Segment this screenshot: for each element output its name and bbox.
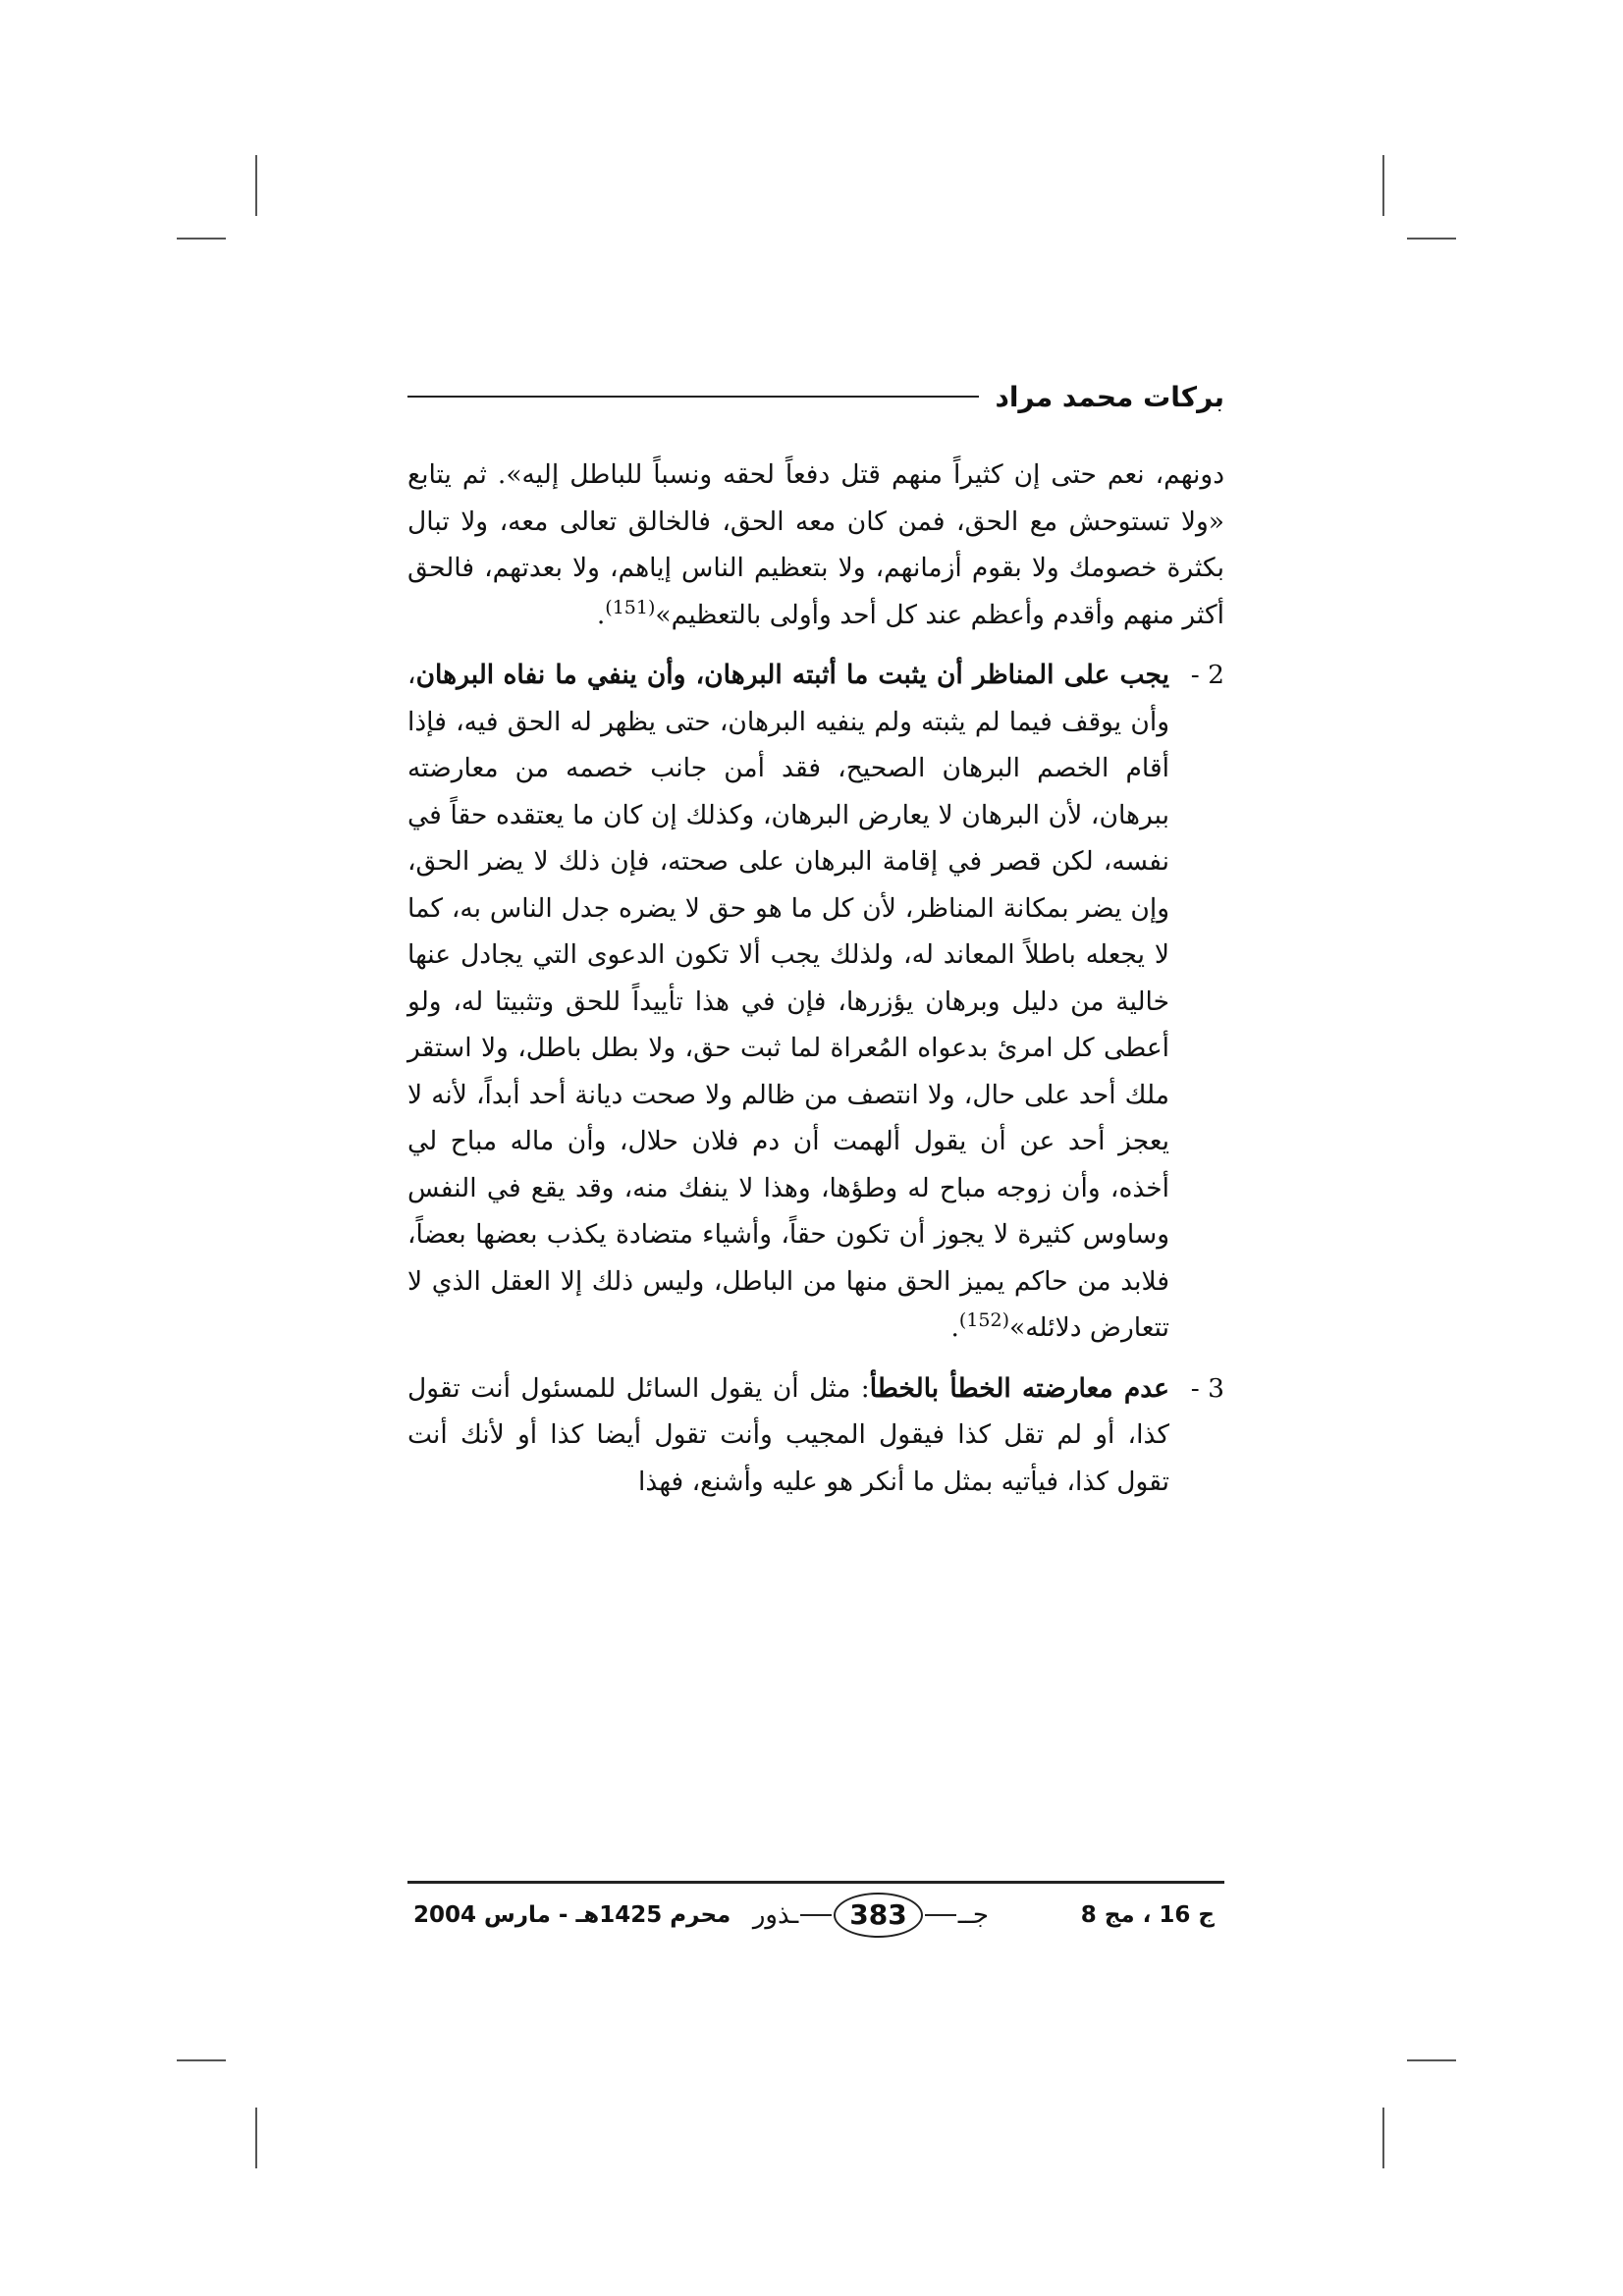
text-line: تقول كذا، أو لم تقل كذا فيقول المجيب وأنت تقول أيضا كذا أو — [407, 1372, 1169, 1450]
text-line: تتعارض دلائله» — [1009, 1312, 1169, 1343]
article-body — [407, 452, 1224, 1519]
footer-rule — [407, 1881, 1224, 1884]
text-line: ، وأن يوقف فيما لم يثبته ولم ينفيه البرهان، حتى يظهر — [407, 660, 1169, 737]
page-number: 383 — [834, 1893, 922, 1938]
list-item-2 — [407, 652, 1224, 1352]
crop-mark — [177, 238, 226, 240]
quote-paragraph — [407, 452, 1224, 638]
crop-mark — [1382, 2108, 1384, 2168]
crop-mark — [255, 2108, 257, 2168]
list-item-text — [407, 1365, 1169, 1506]
list-item-text — [407, 652, 1169, 1352]
text-line: من حاكم يميز الحق منها من الباطل، وليس ذلك إلا العقل الذي لا — [407, 1265, 1111, 1297]
text-line: : مثل أن يقول السائل للمسئول أنت — [470, 1372, 870, 1404]
text-line: ولا بتعظيم الناس إياهم، ولا بعدتهم، فالحق أكثر منهم وأقدم — [407, 553, 1224, 630]
text-line: باطلاً المعاند له، ولذلك يجب ألا تكون الدعوى التي يجادل عنها — [407, 939, 1076, 970]
text-line: لأنك أنت تقول كذا، فيأتيه بمثل ما أنكر هو عليه وأشنع، فهذا — [407, 1419, 1169, 1497]
page-footer — [407, 1893, 1224, 1951]
header-rule — [407, 396, 979, 398]
item-heading: البرهان — [415, 660, 495, 690]
text-line: يجوز أن تكون حقاً، وأشياء متضادة يكذب بعضها بعضاً، فلابد — [407, 1219, 1169, 1297]
footnote-ref: (151) — [605, 596, 656, 618]
crop-mark — [177, 2059, 226, 2061]
list-item-number: 3 - — [1190, 1372, 1224, 1404]
author-name: بركات محمد مراد — [995, 380, 1224, 413]
journal-name-end: ـذور — [752, 1900, 799, 1930]
crop-mark — [1407, 238, 1456, 240]
footnote-ref: (152) — [958, 1309, 1010, 1332]
text-line: وكذلك إن كان ما يعتقده حقاً في نفسه، لكن قصر في إقامة — [407, 799, 1169, 877]
text-line: خصمه من معارضته ببرهان، لأن البرهان لا يعارض البرهان، — [407, 753, 1169, 830]
crop-mark — [1382, 155, 1384, 216]
issue-date: محرم 1425هـ - مارس 2004 — [413, 1902, 731, 1928]
volume-info: ج 16 ، مج 8 — [1080, 1902, 1215, 1928]
journal-page-mark — [753, 1893, 989, 1938]
list-item-3 — [407, 1365, 1224, 1506]
running-head — [407, 369, 1224, 424]
journal-name-start: جــ — [957, 1900, 989, 1930]
punctuation: . — [596, 599, 606, 630]
text-line: خالية من دليل وبرهان يؤزرها، فإن في هذا تأييداً للحق وتثبيتا — [494, 986, 1169, 1017]
text-line: دونهم، نعم حتى إن كثيراً منهم قتل دفعاً لحقه ونسباً للباطل — [569, 459, 1225, 490]
text-line: إليه». ثم يتابع «ولا تستوحش مع الحق، فمن كان معه الحق، — [407, 459, 1224, 537]
item-heading: يجب على المناظر أن يثبت ما أثبته البرهان، وأن ينفي ما نفاه — [503, 660, 1169, 690]
text-line: فالخالق تعالى معه، ولا تبال بكثرة خصومك ولا بقوم أزمانهم، — [407, 506, 1224, 583]
text-line: وأعظم عند كل أحد وأولى بالتعظيم» — [655, 599, 1045, 630]
list-item-number: 2 - — [1190, 660, 1224, 690]
text-line: له، ولو أعطى كل امرئ بدعواه المُعراة لما ثبت حق، ولا بطل — [407, 986, 1169, 1063]
swash-line — [800, 1914, 832, 1916]
item-heading: عدم معارضته الخطأ بالخطأ — [869, 1372, 1169, 1404]
text-line: باطل، ولا استقر ملك أحد على حال، ولا انتصف من ظالم ولا — [407, 1033, 1169, 1110]
crop-mark — [1407, 2059, 1456, 2061]
text-line: دم فلان حلال، وأن ماله مباح لي أخذه، وأن زوجه مباح له — [407, 1126, 1169, 1203]
text-line: له الحق فيه، فإذا أقام الخصم البرهان الصحيح، فقد أمن جانب — [407, 706, 1169, 783]
text-line: صحت ديانة أحد أبداً، لأنه لا يعجز أحد عن أن يقول ألهمت أن — [407, 1079, 1169, 1156]
punctuation: . — [950, 1312, 959, 1343]
swash-line — [925, 1914, 956, 1916]
text-line: وطؤها، وهذا لا ينفك منه، وقد يقع في النفس وساوس كثيرة لا — [407, 1172, 1169, 1250]
text-line: البرهان على صحته، فإن ذلك لا يضر الحق، وإن يضر بمكانة — [407, 846, 1170, 924]
crop-mark — [255, 155, 257, 216]
text-line: المناظر، لأن كل ما هو حق لا يضره جدل الناس به، كما لا يجعله — [407, 892, 1169, 970]
